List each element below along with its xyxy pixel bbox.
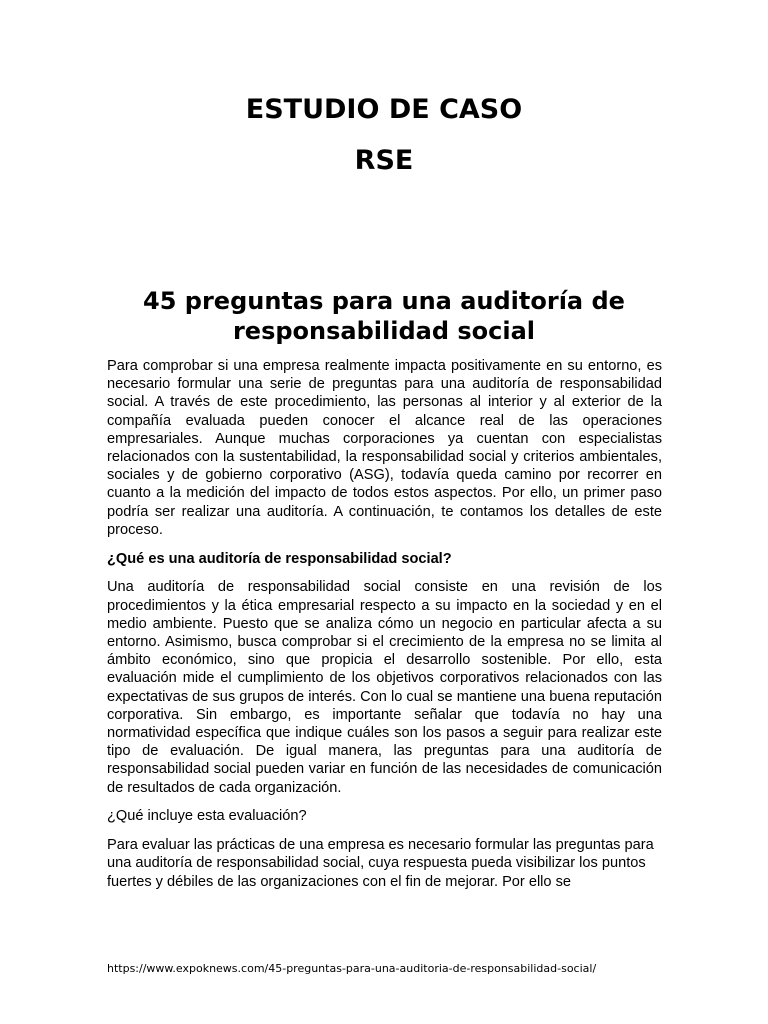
article-body xyxy=(107,357,662,901)
section-heading-what-includes: ¿Qué incluye esta evaluación? xyxy=(107,808,307,825)
article-title: 45 preguntas para una auditoría de responsabilidad social xyxy=(143,287,625,345)
definition-paragraph: Una auditoría de responsabilidad social consiste en una revisión de los procedimientos y la ética empresarial respecto a su impacto en la sociedad y en el medio ambiente. Puesto que se analiza cómo un negocio en particular afecta a su entorno. Asimismo, busca comprobar si el crecimiento de la empresa no se limita al ámbito económico, sino que propicia el desarrollo sostenible. Por ello, esta evaluación mide el cumplimiento de los objetivos corporativos relacionados con las expectativas de sus grupos de interés. Con lo cual se mantiene una buena reputación corporativa. Sin embargo, es importante señalar que todavía no hay una normatividad específica que indique cuáles son los pasos a seguir para realizar este tipo de evaluación. De igual manera, las preguntas para una auditoría de responsabilidad social pueden variar en función de las necesidades de comunicación de resultados de cada organización. xyxy=(107,579,662,796)
intro-paragraph: Para comprobar si una empresa realmente impacta positivamente en su entorno, es necesario formular una serie de preguntas para una auditoría de responsabilidad social. A través de este procedimiento, las personas al interior y al exterior de la compañía evaluada pueden conocer el alcance real de las operaciones empresariales. Aunque muchas corporaciones ya cuentan con especialistas relacionados con la sustentabilidad, la responsabilidad social y criterios ambientales, sociales y de gobierno corporativo (ASG), todavía queda camino por recorrer en cuanto a la medición del impacto de todos estos aspectos. Por ello, un primer paso podría ser realizar una auditoría. A continuación, te contamos los detalles de este proceso. xyxy=(107,358,662,538)
document-title-line-1: ESTUDIO DE CASO xyxy=(245,94,523,125)
source-url: https://www.expoknews.com/45-preguntas-para-una-auditoria-de-responsabilidad-social/ xyxy=(107,962,597,975)
document-title-line-2: RSE xyxy=(354,145,414,176)
section-heading-what-is: ¿Qué es una auditoría de responsabilidad social? xyxy=(107,550,452,567)
includes-paragraph: Para evaluar las prácticas de una empresa es necesario formular las preguntas para una auditoría de responsabilidad social, cuya respuesta pueda visibilizar los puntos fuertes y débiles de las organizaciones con el fin de mejorar. Por ello se xyxy=(107,837,654,890)
